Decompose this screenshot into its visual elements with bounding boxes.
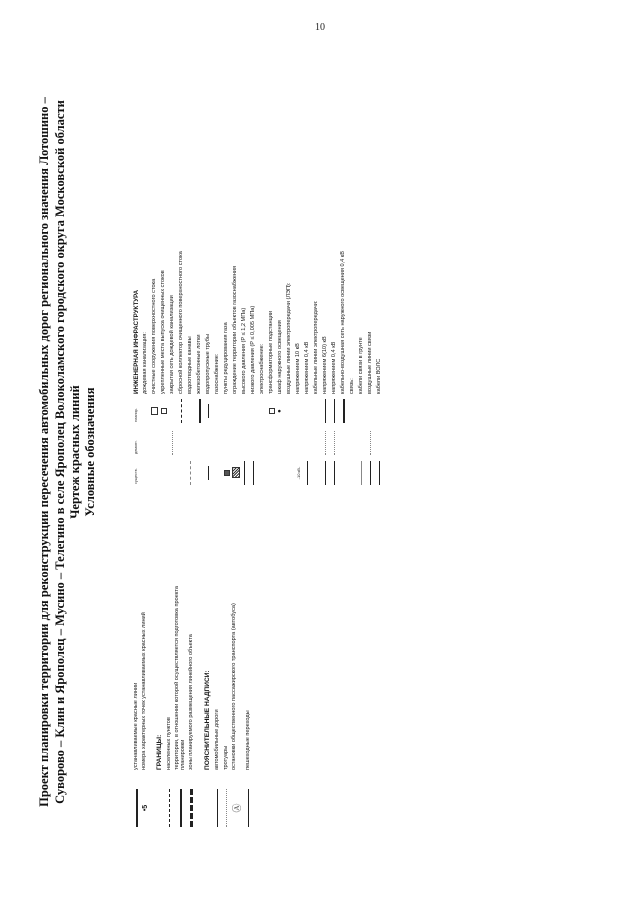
culvert-existing-symbol [204,460,213,486]
item-gas-fence: ограждение территории объектов газоснабжения [232,265,238,394]
legend-row-sidewalks: тротуары [222,588,231,828]
item-gas-low: низкого давления (P ≤ 0,005 МПа) [250,305,256,394]
item-gas-high: высокого давления (P ≤ 1,2 МПа) [241,307,247,394]
item-treatment: очистные сооружения поверхностного стока [151,278,157,394]
overhead-10kv-symbol: - 10 кВ - [296,466,301,480]
comm-overhead-dismantled-symbol [366,428,375,458]
item-trays: железобетонные лотки [196,334,202,394]
outlet-icon [159,398,168,424]
gas-high-symbol [240,460,249,486]
overhead-04kv-symbol [303,460,312,486]
gas-point-icon [222,460,231,486]
ditch-symbol [186,460,195,486]
item-closed-network: закрытая сеть дождевой канализации [169,295,175,394]
item-comm-ground: кабели связи в грунте [358,337,364,394]
item-collector: сбросной коллектор очищенного поверхностного стока [178,251,184,394]
sidewalk-symbol [222,788,231,828]
storm-network-dismantled-symbol [168,428,177,458]
bus-stop-icon: Ⓐ [232,803,242,813]
zone-boundary-symbol [187,788,196,828]
item-cable-04kv: напряжением 0,4 кВ [331,341,337,394]
col-header-planned: планир. [134,408,138,422]
subtitle: Чертеж красных линий [68,385,82,519]
legend-row-territory: территории, в отношении которой осуществляется подготовка проекта планировки [174,588,187,828]
item-overhead-04kv: напряжением 0,4 кВ [304,341,310,394]
legend-row-roads: автомобильные дороги [213,588,222,828]
cable-04kv-existing-symbol [330,460,339,486]
legend-row-crossings: пешеходные переходы [244,588,253,828]
road-symbol [213,788,222,828]
rotated-sheet [36,22,596,882]
page-number: 10 [315,22,325,33]
item-communications: связь: [349,378,355,394]
treatment-plant-icon [150,398,159,424]
legend-row-red-lines: устанавливаемые красные линии [132,588,141,828]
point-number-symbol: •5 [142,804,149,812]
col-header-existing: существ. [134,468,138,484]
item-cable-lines: кабельные линии электропередачи: [313,300,319,394]
collector-symbol [177,398,186,424]
cable-04kv-planned-symbol [330,398,339,424]
legend-row-zone: зоны планируемого размещения линейного объекта [187,588,196,828]
fiber-symbol [375,460,384,486]
legend-left [132,588,253,828]
item-ditches: водоотводные канавы [187,336,193,394]
legend-column-headers [132,26,141,486]
item-lighting-network: кабельно-воздушная сеть наружного освещения 0,4 кВ [340,251,346,394]
subtitle-legend: Условные обозначения [83,387,97,517]
comm-ground-symbol [357,460,366,486]
trays-symbol [195,398,204,424]
cable-6-10kv-dismantled-symbol [321,428,330,458]
legend-row-points: •5 номера характерных точек устанавливаемых красных линий [141,588,154,828]
item-gas: газоснабжение: [214,353,220,394]
boundaries-heading: ГРАНИЦЫ: [156,734,163,770]
territory-boundary-symbol [174,788,187,828]
item-culverts: водопропускные трубы [205,334,211,394]
item-overhead-10kv: напряжением 10 кВ [295,343,301,394]
legend-right [132,26,384,486]
notes-heading: ПОЯСНИТЕЛЬНЫЕ НАДПИСИ: [204,670,211,770]
cable-6-10kv-existing-symbol [321,460,330,486]
settlement-boundary-symbol [165,788,174,828]
col-header-dismantled: демонт. [134,440,138,454]
culvert-planned-symbol [204,398,213,424]
crossing-symbol [244,788,253,828]
item-gas-points: пункты редуцирования газа [223,322,229,394]
title-line-1: Проект планировки территории для реконструкции пересечения автомобильных дорог регионального значения Лотошино – [37,97,51,807]
title-block [36,22,98,882]
transformer-icon [267,398,276,424]
item-fiber: кабели ВОЛС [376,358,382,394]
lighting-cabinet-icon: ● [277,409,283,413]
red-line-symbol [132,788,141,828]
item-transformers: трансформаторные подстанции [268,310,274,394]
item-comm-overhead: воздушные линии связи [367,331,373,394]
line-label-10kv: 10 кВ [296,468,301,478]
lighting-network-symbol [339,398,348,424]
infrastructure-heading: ИНЖЕНЕРНАЯ ИНФРАСТРУКТУРА [133,289,140,394]
gas-low-symbol [249,460,258,486]
item-cable-6-10kv: напряжением 6(10) кВ [322,336,328,394]
legend-row-bus-stops: Ⓐ остановки общественного пассажирского транспорта (автобуса) [231,588,244,828]
gas-fence-icon [231,460,240,486]
item-overhead-lines: воздушные линии электропередачи (ЛЭП): [286,282,292,394]
title-line-2: Суворово – Клин и Ярополец – Мусино – Телегино в селе Ярополец Волоколамского городского округа Московской области [53,100,67,804]
item-power: электроснабжение: [259,343,265,394]
item-outlets: укрепленные места выпуска очищенных стоков [160,270,166,394]
item-storm-sewer: дождевая канализация: [142,332,148,394]
legend-row-settlements: населенных пунктов [165,588,174,828]
cable-04kv-dismantled-symbol [330,428,339,458]
item-lighting-cabinet: шкаф наружного освещения [277,320,283,394]
cable-6-10kv-planned-symbol [321,398,330,424]
comm-overhead-existing-symbol [366,460,375,486]
